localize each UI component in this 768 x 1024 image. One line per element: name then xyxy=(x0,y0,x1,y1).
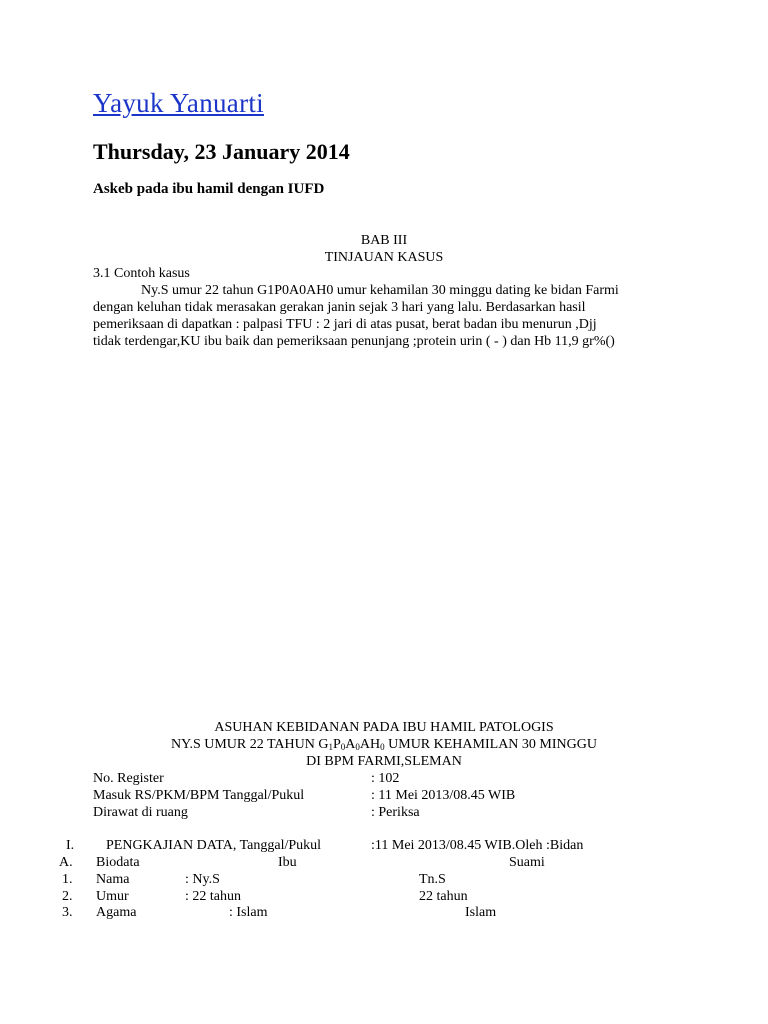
ah-label: AH xyxy=(359,737,381,752)
row-number: 3. xyxy=(62,905,73,920)
para-sub: 0 xyxy=(340,742,346,752)
subsection-letter: A. xyxy=(59,855,73,870)
care-title-line-3: DI BPM FARMI,SLEMAN xyxy=(306,754,462,769)
row-number: 1. xyxy=(62,872,73,887)
p-label: P xyxy=(332,737,341,752)
gravida-sub: 1 xyxy=(328,742,333,752)
row-number: 2. xyxy=(62,889,73,904)
case-subheading: 3.1 Contoh kasus xyxy=(93,266,190,281)
ah-sub: 0 xyxy=(380,742,385,752)
case-line-2: dengan keluhan tidak merasakan gerakan janin sejak 3 hari yang lalu. Berdasarkan hasil xyxy=(93,300,586,315)
post-title: Askeb pada ibu hamil dengan IUFD xyxy=(93,181,325,197)
care-title-line-1: ASUHAN KEBIDANAN PADA IBU HAMIL PATOLOGIS xyxy=(214,720,554,735)
case-line-3: pemeriksaan di dapatkan : palpasi TFU : 2 jari di atas pusat, berat badan ibu menurun ,Djj xyxy=(93,317,597,332)
row-ibu-value: : 22 tahun xyxy=(185,889,241,904)
row-label: Agama xyxy=(96,905,137,920)
biodata-label: Biodata xyxy=(96,855,140,870)
blog-title-link[interactable]: Yayuk Yanuarti xyxy=(93,88,264,118)
row-suami-value: Tn.S xyxy=(419,872,446,887)
case-line-1: Ny.S umur 22 tahun G1P0A0AH0 umur kehamilan 30 minggu dating ke bidan Farmi xyxy=(141,283,619,298)
masuk-value: : 11 Mei 2013/08.45 WIB xyxy=(371,788,516,803)
chapter-heading: BAB III xyxy=(360,233,408,248)
row-label: Umur xyxy=(96,889,129,904)
register-value: : 102 xyxy=(371,771,400,786)
register-label: No. Register xyxy=(93,771,164,786)
case-line-4: tidak terdengar,KU ibu baik dan pemeriksaan penunjang ;protein urin ( - ) dan Hb 11,9 gr%() xyxy=(93,334,615,349)
pengkajian-value: :11 Mei 2013/08.45 WIB.Oleh :Bidan xyxy=(371,838,584,853)
suami-header: Suami xyxy=(509,855,545,870)
row-ibu-value: : Ny.S xyxy=(185,872,220,887)
dirawat-label: Dirawat di ruang xyxy=(93,805,188,820)
care-title-line-2 xyxy=(0,737,768,753)
row-label: Nama xyxy=(96,872,130,887)
ibu-header: Ibu xyxy=(278,855,297,870)
chapter-subtitle: TINJAUAN KASUS xyxy=(324,250,444,265)
section-roman: I. xyxy=(66,838,75,853)
row-suami-value: Islam xyxy=(465,905,497,920)
pengkajian-label: PENGKAJIAN DATA, Tanggal/Pukul xyxy=(106,838,322,853)
abortus-sub: 0 xyxy=(355,742,360,752)
dirawat-value: : Periksa xyxy=(371,805,420,820)
masuk-label: Masuk RS/PKM/BPM Tanggal/Pukul xyxy=(93,788,305,803)
care-title-suffix: UMUR KEHAMILAN 30 MINGGU xyxy=(384,737,597,752)
row-suami-value: 22 tahun xyxy=(419,889,468,904)
care-title-prefix: NY.S UMUR 22 TAHUN G xyxy=(171,737,329,752)
post-date: Thursday, 23 January 2014 xyxy=(93,139,350,164)
a-label: A xyxy=(345,737,356,752)
row-ibu-value: : Islam xyxy=(229,905,268,920)
